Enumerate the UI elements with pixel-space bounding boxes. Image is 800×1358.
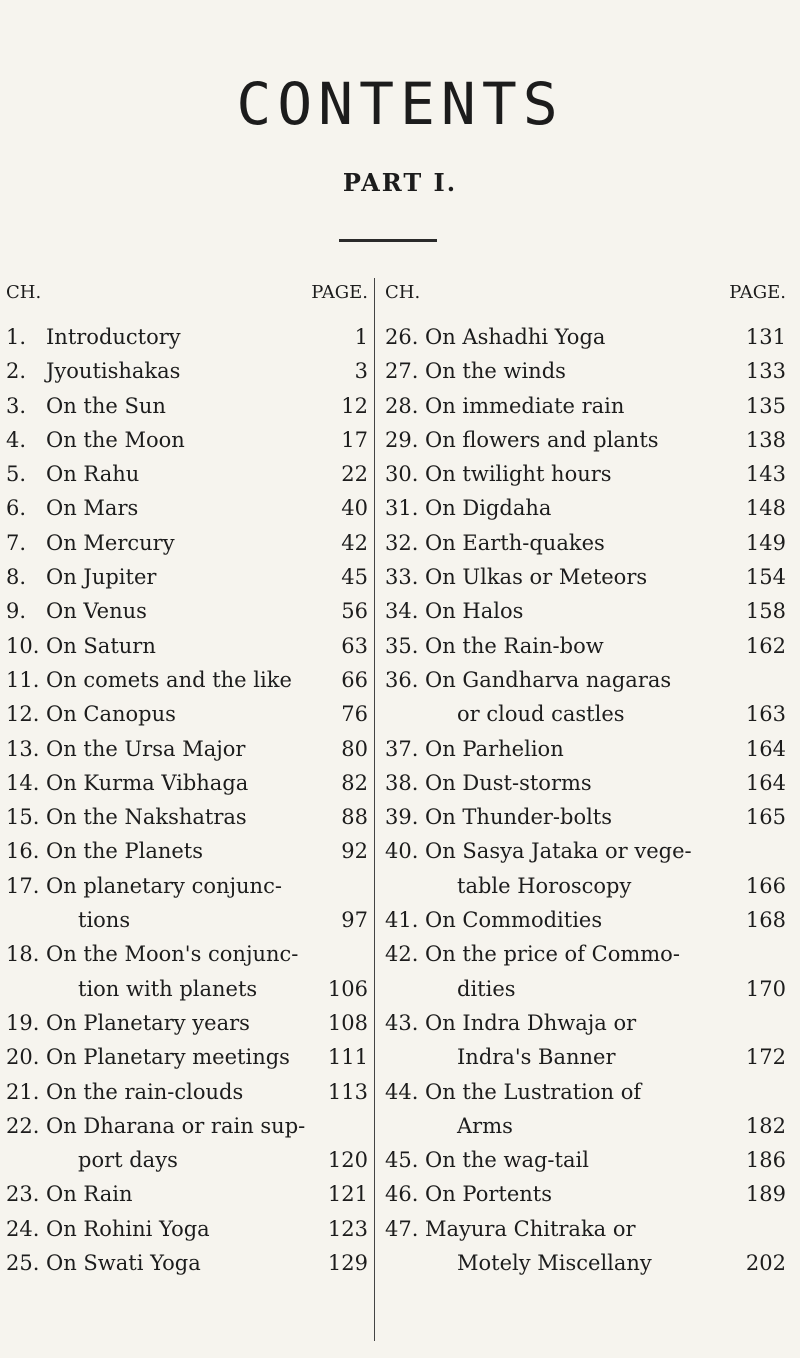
chapter-number: 19. bbox=[6, 1010, 40, 1035]
toc-entry bbox=[6, 1212, 372, 1246]
toc-entry bbox=[6, 560, 372, 594]
page-number: 97 bbox=[341, 908, 368, 933]
chapter-title: On Rohini Yoga bbox=[46, 1216, 210, 1241]
chapter-title: On Jupiter bbox=[46, 565, 157, 590]
chapter-title: On the Moon's conjunc- bbox=[46, 942, 299, 967]
chapter-number: 24. bbox=[6, 1216, 40, 1241]
toc-entry bbox=[6, 354, 372, 388]
chapter-title: Mayura Chitraka or bbox=[425, 1216, 636, 1241]
chapter-title: On Planetary meetings bbox=[46, 1045, 290, 1070]
chapter-title: On the wag-tail bbox=[425, 1148, 589, 1173]
part-heading: PART I. bbox=[342, 168, 458, 197]
page-title: CONTENTS bbox=[236, 70, 564, 138]
toc-entry bbox=[385, 800, 790, 834]
toc-entry bbox=[6, 732, 372, 766]
page-number: 135 bbox=[745, 393, 786, 418]
chapter-number: 34. bbox=[385, 599, 419, 624]
chapter-title-continued: port days bbox=[78, 1148, 178, 1173]
chapter-number: 1. bbox=[6, 325, 27, 349]
toc-entry bbox=[6, 1040, 372, 1074]
chapter-number: 45. bbox=[385, 1148, 419, 1173]
chapter-title: On Digdaha bbox=[425, 496, 552, 521]
toc-entry bbox=[385, 1177, 790, 1211]
page-number: 138 bbox=[745, 427, 786, 452]
chapter-title: On Indra Dhwaja or bbox=[425, 1010, 637, 1035]
toc-entry bbox=[6, 1246, 372, 1280]
chapter-title: On the Ursa Major bbox=[46, 736, 246, 761]
chapter-title: On the Rain-bow bbox=[425, 633, 604, 658]
chapter-number: 31. bbox=[385, 496, 419, 521]
chapter-title: On Venus bbox=[46, 599, 147, 624]
page-number: 186 bbox=[745, 1148, 786, 1173]
page-number: 165 bbox=[745, 805, 786, 830]
chapter-title: On the Sun bbox=[46, 393, 166, 418]
chapter-title: On Rain bbox=[46, 1182, 133, 1207]
page-number: 121 bbox=[327, 1182, 368, 1207]
toc-entry bbox=[6, 491, 372, 525]
page-number: 80 bbox=[341, 736, 368, 761]
toc-entry bbox=[6, 1075, 372, 1109]
chapter-title: On Dharana or rain sup- bbox=[46, 1113, 306, 1138]
toc-entry bbox=[6, 423, 372, 457]
chapter-number: 15. bbox=[6, 805, 40, 830]
page-number: 133 bbox=[745, 359, 786, 384]
chapter-title: On the price of Commo- bbox=[425, 942, 680, 967]
chapter-title: On Rahu bbox=[46, 462, 140, 487]
chapter-title: On Ashadhi Yoga bbox=[425, 325, 606, 349]
toc-entry bbox=[385, 629, 790, 663]
page-number: 1 bbox=[354, 325, 368, 349]
chapter-number: 22. bbox=[6, 1113, 40, 1138]
chapter-title: On Portents bbox=[425, 1182, 552, 1207]
page-number: 164 bbox=[745, 736, 786, 761]
chapter-title: On flowers and plants bbox=[425, 427, 659, 452]
chapter-number: 11. bbox=[6, 667, 40, 692]
page-number: 113 bbox=[327, 1079, 368, 1104]
chapter-number: 36. bbox=[385, 667, 419, 692]
chapter-title-continued: Indra's Banner bbox=[457, 1045, 616, 1070]
toc-entry bbox=[385, 834, 790, 903]
page-number: 189 bbox=[745, 1182, 786, 1207]
page-number: 120 bbox=[327, 1148, 368, 1173]
page-number: 154 bbox=[745, 565, 786, 590]
toc-entry bbox=[385, 1143, 790, 1177]
chapter-number: 21. bbox=[6, 1079, 40, 1104]
chapter-number: 5. bbox=[6, 462, 27, 487]
chapter-title: On Sasya Jataka or vege- bbox=[425, 839, 692, 864]
page-number: 143 bbox=[745, 462, 786, 487]
chapter-number: 29. bbox=[385, 427, 419, 452]
page-number: 63 bbox=[341, 633, 368, 658]
chapter-title: On the Moon bbox=[46, 427, 185, 452]
toc-entry bbox=[385, 320, 790, 354]
chapter-title: On Planetary years bbox=[46, 1010, 250, 1035]
chapter-number: 40. bbox=[385, 839, 419, 864]
toc-entry bbox=[385, 1212, 790, 1281]
toc-entry bbox=[385, 457, 790, 491]
page-number: 106 bbox=[327, 976, 368, 1001]
toc-entry bbox=[385, 354, 790, 388]
page-number: 76 bbox=[341, 702, 368, 727]
toc-entry bbox=[385, 560, 790, 594]
page-number: 66 bbox=[341, 667, 368, 692]
toc-entry bbox=[6, 320, 372, 354]
toc-entry bbox=[6, 526, 372, 560]
page-number: 163 bbox=[745, 702, 786, 727]
chapter-number: 46. bbox=[385, 1182, 419, 1207]
page-number: 162 bbox=[745, 633, 786, 658]
chapter-title: On Halos bbox=[425, 599, 524, 624]
toc-entry bbox=[6, 766, 372, 800]
page-number: 166 bbox=[745, 873, 786, 898]
page-number: 168 bbox=[745, 908, 786, 933]
chapter-title: On the Lustration of bbox=[425, 1079, 642, 1104]
chapter-number: 39. bbox=[385, 805, 419, 830]
toc-entry bbox=[6, 869, 372, 938]
chapter-number: 13. bbox=[6, 736, 40, 761]
chapter-title: On Earth-quakes bbox=[425, 530, 605, 555]
page-number: 88 bbox=[341, 805, 368, 830]
chapter-title: On immediate rain bbox=[425, 393, 625, 418]
page-number: 42 bbox=[341, 530, 368, 555]
chapter-number: 18. bbox=[6, 942, 40, 967]
toc-entry bbox=[385, 937, 790, 1006]
toc-entry bbox=[385, 526, 790, 560]
chapter-title: On the winds bbox=[425, 359, 566, 384]
toc-entry bbox=[385, 423, 790, 457]
chapter-header: CH. bbox=[385, 282, 421, 303]
chapter-number: 16. bbox=[6, 839, 40, 864]
chapter-title: On the Nakshatras bbox=[46, 805, 247, 830]
left-column bbox=[6, 282, 372, 1280]
toc-entry bbox=[6, 834, 372, 868]
page-number: 158 bbox=[745, 599, 786, 624]
toc-entry bbox=[6, 800, 372, 834]
toc-entry bbox=[385, 491, 790, 525]
page-number: 82 bbox=[341, 770, 368, 795]
toc-entry bbox=[6, 1006, 372, 1040]
right-column bbox=[385, 282, 790, 1280]
toc-entry bbox=[6, 389, 372, 423]
chapter-number: 47. bbox=[385, 1216, 419, 1241]
chapter-number: 25. bbox=[6, 1251, 40, 1276]
page-number: 149 bbox=[745, 530, 786, 555]
page-number: 172 bbox=[745, 1045, 786, 1070]
toc-entry bbox=[6, 1177, 372, 1211]
toc-entry bbox=[385, 594, 790, 628]
chapter-title-continued: dities bbox=[457, 976, 516, 1001]
chapter-number: 12. bbox=[6, 702, 40, 727]
toc-entry bbox=[6, 594, 372, 628]
chapter-title: On Commodities bbox=[425, 908, 603, 933]
toc-entry bbox=[6, 663, 372, 697]
toc-entry bbox=[6, 937, 372, 1006]
chapter-number: 26. bbox=[385, 325, 419, 349]
toc-entry bbox=[385, 1075, 790, 1144]
page-number: 22 bbox=[341, 462, 368, 487]
chapter-title-continued: Motely Miscellany bbox=[457, 1251, 652, 1276]
page-header: PAGE. bbox=[729, 282, 786, 303]
toc-entry bbox=[385, 663, 790, 732]
chapter-title-continued: table Horoscopy bbox=[457, 873, 632, 898]
chapter-number: 41. bbox=[385, 908, 419, 933]
toc-entry bbox=[385, 766, 790, 800]
toc-entry bbox=[385, 389, 790, 423]
page-number: 182 bbox=[745, 1113, 786, 1138]
toc-entry bbox=[385, 732, 790, 766]
page-number: 129 bbox=[327, 1251, 368, 1276]
page-number: 148 bbox=[745, 496, 786, 521]
toc-entry bbox=[6, 1109, 372, 1178]
chapter-title: On Thunder-bolts bbox=[425, 805, 613, 830]
page-number: 170 bbox=[745, 976, 786, 1001]
page-number: 12 bbox=[341, 393, 368, 418]
chapter-number: 10. bbox=[6, 633, 40, 658]
toc-entry bbox=[6, 697, 372, 731]
chapter-title-continued: or cloud castles bbox=[457, 702, 625, 727]
title-divider bbox=[339, 239, 437, 242]
toc-entry bbox=[6, 457, 372, 491]
chapter-title: On the Planets bbox=[46, 839, 204, 864]
chapter-number: 42. bbox=[385, 942, 419, 967]
chapter-title: Introductory bbox=[46, 325, 181, 349]
right-header bbox=[385, 282, 790, 320]
chapter-title: On comets and the like bbox=[46, 667, 292, 692]
chapter-number: 4. bbox=[6, 427, 27, 452]
chapter-title: On Parhelion bbox=[425, 736, 564, 761]
page-number: 123 bbox=[327, 1216, 368, 1241]
chapter-number: 30. bbox=[385, 462, 419, 487]
chapter-title: On Canopus bbox=[46, 702, 176, 727]
chapter-number: 3. bbox=[6, 393, 27, 418]
page-number: 111 bbox=[327, 1045, 368, 1070]
chapter-title: On Swati Yoga bbox=[46, 1251, 201, 1276]
page-number: 164 bbox=[745, 770, 786, 795]
chapter-number: 27. bbox=[385, 359, 419, 384]
chapter-number: 2. bbox=[6, 359, 27, 384]
chapter-title: On Kurma Vibhaga bbox=[46, 770, 249, 795]
chapter-number: 8. bbox=[6, 565, 27, 590]
chapter-number: 44. bbox=[385, 1079, 419, 1104]
toc-entry bbox=[385, 903, 790, 937]
chapter-title: On the rain-clouds bbox=[46, 1079, 244, 1104]
right-entry-list bbox=[385, 320, 790, 1280]
column-divider bbox=[374, 278, 375, 1341]
chapter-number: 38. bbox=[385, 770, 419, 795]
chapter-title: On Dust-storms bbox=[425, 770, 592, 795]
page-number: 40 bbox=[341, 496, 368, 521]
chapter-number: 7. bbox=[6, 530, 27, 555]
chapter-title: On twilight hours bbox=[425, 462, 612, 487]
chapter-title-continued: Arms bbox=[457, 1113, 513, 1138]
chapter-number: 32. bbox=[385, 530, 419, 555]
page-number: 56 bbox=[341, 599, 368, 624]
chapter-title: Jyoutishakas bbox=[46, 359, 181, 384]
page-number: 202 bbox=[745, 1251, 786, 1276]
page-number: 17 bbox=[341, 427, 368, 452]
chapter-number: 28. bbox=[385, 393, 419, 418]
chapter-title-continued: tions bbox=[78, 908, 131, 933]
page-number: 92 bbox=[341, 839, 368, 864]
page-number: 131 bbox=[745, 325, 786, 349]
chapter-title: On Mars bbox=[46, 496, 139, 521]
chapter-title: On Mercury bbox=[46, 530, 175, 555]
chapter-number: 17. bbox=[6, 873, 40, 898]
chapter-title: On Gandharva nagaras bbox=[425, 667, 672, 692]
chapter-number: 35. bbox=[385, 633, 419, 658]
chapter-number: 20. bbox=[6, 1045, 40, 1070]
chapter-title-continued: tion with planets bbox=[78, 976, 258, 1001]
chapter-title: On Ulkas or Meteors bbox=[425, 565, 648, 590]
page-number: 108 bbox=[327, 1010, 368, 1035]
left-header bbox=[6, 282, 372, 320]
chapter-number: 23. bbox=[6, 1182, 40, 1207]
toc-entry bbox=[6, 629, 372, 663]
chapter-number: 9. bbox=[6, 599, 27, 624]
left-entry-list bbox=[6, 320, 372, 1280]
toc-entry bbox=[385, 1006, 790, 1075]
chapter-number: 37. bbox=[385, 736, 419, 761]
page-header: PAGE. bbox=[311, 282, 368, 303]
page-number: 3 bbox=[354, 359, 368, 384]
chapter-number: 14. bbox=[6, 770, 40, 795]
chapter-number: 6. bbox=[6, 496, 27, 521]
page-number: 45 bbox=[341, 565, 368, 590]
chapter-header: CH. bbox=[6, 282, 42, 303]
chapter-number: 33. bbox=[385, 565, 419, 590]
chapter-title: On planetary conjunc- bbox=[46, 873, 282, 898]
chapter-title: On Saturn bbox=[46, 633, 156, 658]
chapter-number: 43. bbox=[385, 1010, 419, 1035]
